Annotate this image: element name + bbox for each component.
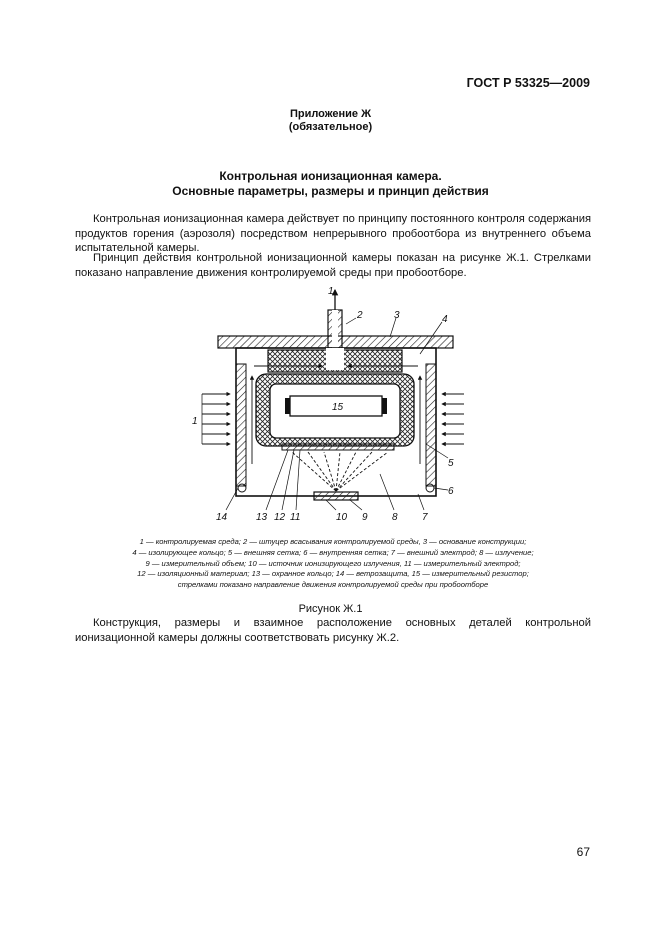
label-4: 4 (442, 314, 448, 325)
label-1-top: 1 (328, 286, 334, 297)
label-1-left: 1 (192, 416, 198, 427)
label-11: 11 (290, 512, 301, 523)
page-number: 67 (576, 845, 590, 859)
wind-protection-left (236, 364, 246, 486)
label-2: 2 (357, 310, 363, 321)
appendix-status: (обязательное) (288, 121, 373, 133)
inflow-arrows-right (442, 394, 464, 444)
ionizing-source (314, 492, 358, 500)
legend-line: 1 — контролируемая среда; 2 — штуцер всасывания контролируемой среды, 3 — основание конструкции; (139, 537, 527, 546)
label-12: 12 (274, 512, 286, 523)
figure-caption: Рисунок Ж.1 (298, 603, 363, 615)
label-8: 8 (392, 512, 398, 523)
appendix-heading (0, 108, 661, 134)
legend-line: стрелками показано направление движения контролируемой среды при пробоотборе (177, 580, 489, 590)
label-7: 7 (422, 512, 428, 523)
label-10: 10 (336, 512, 348, 523)
label-5: 5 (448, 458, 454, 469)
wind-protection-right (426, 364, 436, 486)
paragraph-principle: Контрольная ионизационная камера действует по принципу постоянного контроля содержания продуктов горения (аэрозоля) посредством непрерывного пробоотбора из внутреннего объема испытательной камеры. (75, 213, 591, 255)
radiation-rays (292, 452, 388, 491)
legend-line: 4 — изолирующее кольцо; 5 — внешняя сетка; 6 — внутренняя сетка; 7 — внешний электрод; 8 — излучение; (132, 547, 534, 557)
label-14: 14 (216, 512, 228, 523)
guard-ring (282, 444, 394, 450)
paragraph-construction: Конструкция, размеры и взаимное расположение основных деталей контрольной ионизационной камеры должны соответствовать рисунку Ж.2. (75, 617, 591, 644)
section-title (0, 169, 661, 199)
document-code: ГОСТ Р 53325—2009 (466, 76, 590, 90)
section-title-line2: Основные параметры, размеры и принцип действия (172, 184, 489, 198)
legend-line: 12 — изоляционный материал; 13 — охранное кольцо; 14 — ветрозащита, 15 — измерительный резистор; (137, 569, 529, 579)
appendix-title: Приложение Ж (289, 108, 372, 120)
section-title-line1: Контрольная ионизационная камера. (219, 169, 442, 183)
label-9: 9 (362, 512, 368, 523)
paragraph-operation: Принцип действия контрольной ионизационной камеры показан на рисунке Ж.1. Стрелками показано направление движения контролируемой среды при пробоотборе. (75, 252, 591, 279)
figure-legend (95, 537, 571, 591)
inflow-arrows-left (202, 394, 230, 444)
label-3: 3 (394, 310, 400, 321)
label-15: 15 (332, 402, 344, 413)
legend-line: 9 — измерительный объем; 10 — источник ионизирующего излучения, 11 — измерительный электрод; (145, 558, 521, 568)
label-6: 6 (448, 486, 454, 497)
label-13: 13 (256, 512, 268, 523)
ionization-chamber-diagram (190, 284, 470, 524)
